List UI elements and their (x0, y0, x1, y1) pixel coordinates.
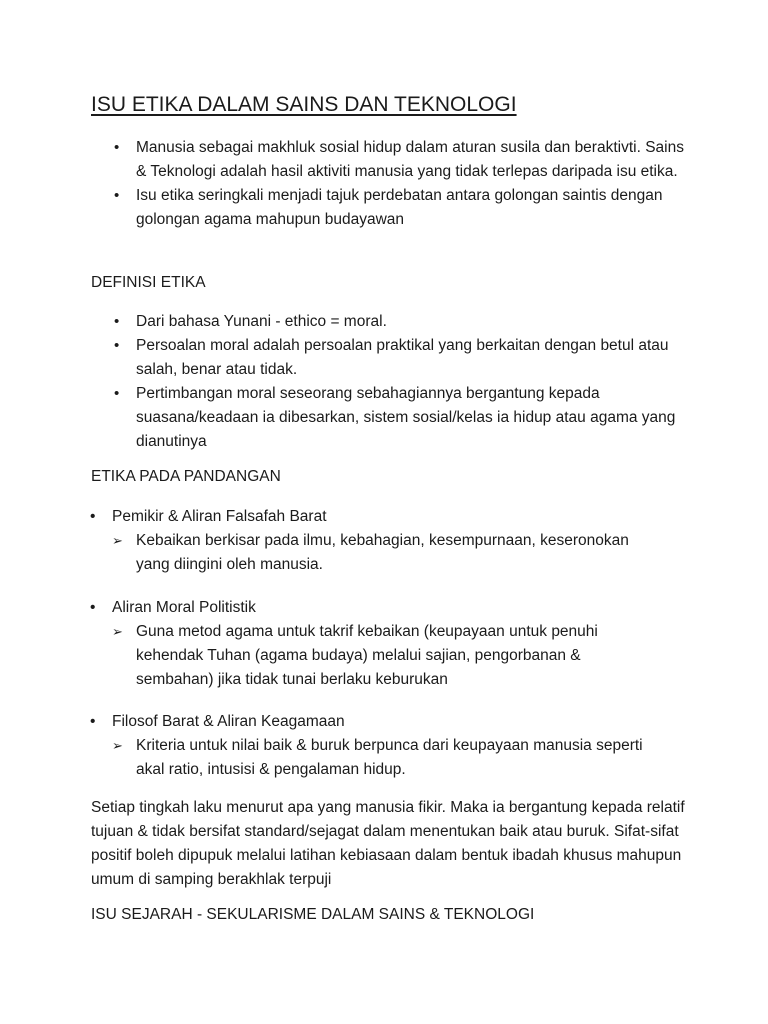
section-heading-pandangan: ETIKA PADA PANDANGAN (91, 468, 281, 485)
definisi-bullet-list (136, 310, 696, 454)
group-detail: ➢ Kebaikan berkisar pada ilmu, kebahagian, kesempurnaan, keseronokan yang diingini oleh manusia. (136, 529, 656, 577)
group-detail: ➢ Guna metod agama untuk takrif kebaikan (keupayaan untuk penuhi kehendak Tuhan (agama budaya) melalui sajian, pengorbanan & sembahan) jika tidak tunai berlaku keburukan (136, 620, 656, 692)
pandangan-group (112, 710, 712, 782)
arrow-bullet-icon: ➢ (112, 624, 123, 639)
body-paragraph: Setiap tingkah laku menurut apa yang manusia fikir. Maka ia bergantung kepada relatif tujuan & tidak bersifat standard/sejagat dalam menentukan baik atau buruk. Sifat-sifat positif boleh dipupuk melalui latihan kebiasaan dalam bentuk ibadah khusus mahupun umum di samping berakhlak terpuji (91, 799, 685, 888)
section-heading-sejarah: ISU SEJARAH - SEKULARISME DALAM SAINS & TEKNOLOGI (91, 906, 535, 923)
intro-bullet-list (136, 136, 696, 232)
list-item: • Pertimbangan moral seseorang sebahagiannya bergantung kepada suasana/keadaan ia dibesarkan, sistem sosial/kelas ia hidup atau agama yang dianutinya (136, 382, 696, 454)
pandangan-group (112, 596, 712, 692)
group-label: • Pemikir & Aliran Falsafah Barat (112, 505, 712, 529)
page-title: ISU ETIKA DALAM SAINS DAN TEKNOLOGI (91, 93, 517, 116)
section-heading-definisi: DEFINISI ETIKA (91, 274, 206, 291)
group-detail: ➢ Kriteria untuk nilai baik & buruk berpunca dari keupayaan manusia seperti akal ratio, intusisi & pengalaman hidup. (136, 734, 656, 782)
group-label: • Aliran Moral Politistik (112, 596, 712, 620)
pandangan-group (112, 505, 712, 577)
list-item: • Isu etika seringkali menjadi tajuk perdebatan antara golongan saintis dengan golongan agama mahupun budayawan (136, 184, 696, 232)
arrow-bullet-icon: ➢ (112, 738, 123, 753)
arrow-bullet-icon: ➢ (112, 533, 123, 548)
list-item: • Persoalan moral adalah persoalan praktikal yang berkaitan dengan betul atau salah, benar atau tidak. (136, 334, 696, 382)
list-item: • Dari bahasa Yunani - ethico = moral. (136, 310, 696, 334)
group-label: • Filosof Barat & Aliran Keagamaan (112, 710, 712, 734)
list-item: • Manusia sebagai makhluk sosial hidup dalam aturan susila dan beraktivti. Sains & Teknologi adalah hasil aktiviti manusia yang tidak terlepas daripada isu etika. (136, 136, 696, 184)
